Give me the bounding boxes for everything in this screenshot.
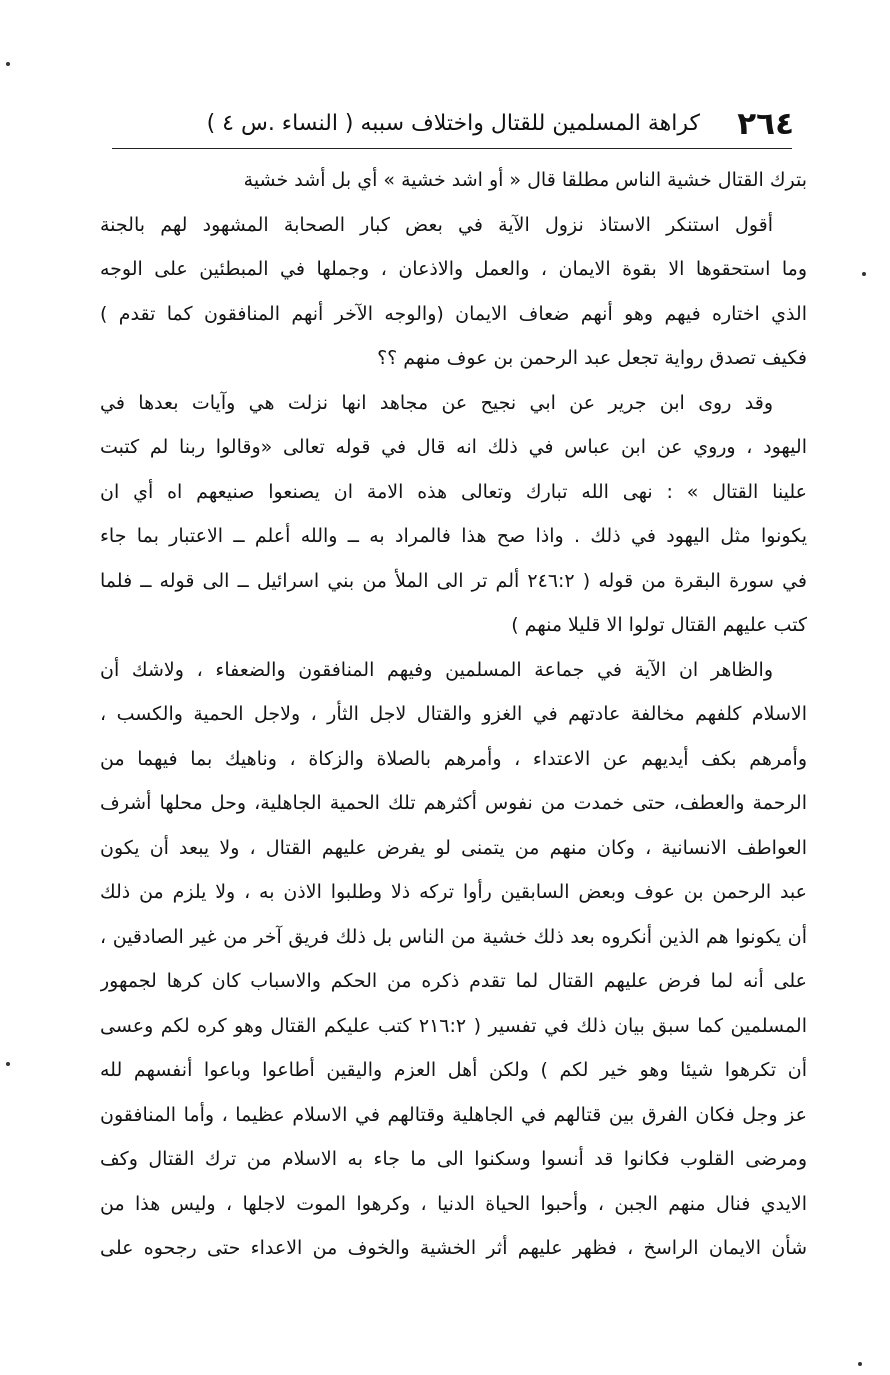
scan-speck <box>6 1062 10 1066</box>
text-line: الذي اختاره فيهم وهو أنهم ضعاف الايمان (والوجه الآخر أنهم المنافقون كما تقدم ) <box>100 302 807 325</box>
text-line: أن تكرهوا شيئا وهو خير لكم ) ولكن أهل العزم واليقين أطاعوا وباعوا أنفسهم لله <box>100 1059 807 1081</box>
text-line: وقد روى ابن جرير عن ابي نجيح عن مجاهد انها نزلت هي وآيات بعدها في <box>100 391 773 414</box>
text-line: والظاهر ان الآية في جماعة المسلمين وفيهم المنافقون والضعفاء ، ولاشك أن <box>100 658 773 681</box>
scan-speck <box>6 62 10 66</box>
text-line: الايدي فنال منهم الجبن ، وأحبوا الحياة الدنيا ، وكرهوا الموت لاجلها ، وليس هذا من <box>100 1192 807 1215</box>
text-line: العواطف الانسانية ، وكان منهم من يتمنى لو يفرض عليهم القتال ، ولا يبعد أن يكون <box>100 836 807 859</box>
header-rule <box>112 148 792 149</box>
text-line: الاسلام كلفهم مخالفة عادتهم في الغزو والقتال لاجل الثأر ، ولاجل الحمية والكسب ، <box>100 703 807 725</box>
text-line: بترك القتال خشية الناس مطلقا قال « أو اشد خشية » أي بل أشد خشية <box>243 169 807 191</box>
text-line: وما استحقوها الا بقوة الايمان ، والعمل والاذعان ، وجملها في المبطئين على الوجه <box>100 258 807 280</box>
text-line: وأمرهم بكف أيديهم عن الاعتداء ، وأمرهم بالصلاة والزكاة ، وناهيك بما فيهما من <box>100 747 807 770</box>
text-line: علينا القتال » : نهى الله تبارك وتعالى هذه الامة ان يصنعوا صنيعهم اه أي ان <box>100 480 807 503</box>
text-line: أقول استنكر الاستاذ نزول الآية في بعض كبار الصحابة المشهود لهم بالجنة <box>100 213 773 236</box>
text-line: على أنه لما فرض عليهم القتال لما تقدم ذكره من الحكم والاسباب كان كرها لجمهور <box>100 970 807 992</box>
text-line: شأن الايمان الراسخ ، فظهر عليهم أثر الخشية والخوف من الاعداء حتى رجحوه على <box>100 1237 807 1259</box>
running-title: كراهة المسلمين للقتال واختلاف سببه ( النساء .س ٤ ) <box>206 111 700 136</box>
text-line: الرحمة والعطف، حتى خمدت من نفوس أكثرهم تلك الحمية الجاهلية، وحل محلها أشرف <box>100 792 807 814</box>
scan-speck <box>858 1362 862 1366</box>
text-line: المسلمين كما سبق بيان ذلك في تفسير ( ٢١٦:٢ كتب عليكم القتال وهو كره لكم وعسى <box>100 1014 807 1037</box>
body-text <box>100 158 807 1271</box>
text-line: فكيف تصدق رواية تجعل عبد الرحمن بن عوف منهم ؟؟ <box>377 347 807 369</box>
text-line: في سورة البقرة من قوله ( ٢٤٦:٢ ألم تر الى الملأ من بني اسرائيل ــ الى قوله ــ فلما <box>100 569 807 592</box>
text-line: ومرضى القلوب فكانوا قد أنسوا وسكنوا الى ما جاء به الاسلام من ترك القتال وكف <box>100 1148 807 1170</box>
text-line: عبد الرحمن بن عوف وبعض السابقين رأوا تركه ذلا وطلبوا الاذن به ، ولا يلزم من ذلك <box>100 881 807 903</box>
text-line: عز وجل فكان الفرق بين قتالهم في الجاهلية وقتالهم في الاسلام عظيما ، وأما المنافقون <box>100 1103 807 1126</box>
text-line: كتب عليهم القتال تولوا الا قليلا منهم ) <box>511 614 807 636</box>
scan-speck <box>862 272 866 276</box>
text-line: أن يكونوا هم الذين أنكروه بعد ذلك خشية من الناس بل ذلك فريق آخر من غير الصادقين ، <box>100 925 807 948</box>
page-header <box>112 102 794 146</box>
text-line: اليهود ، وروي عن ابن عباس في ذلك انه قال في قوله تعالى «وقالوا ربنا لم كتبت <box>100 436 807 458</box>
text-line: يكونوا مثل اليهود في ذلك . واذا صح هذا فالمراد به ــ والله أعلم ــ الاعتبار بما جاء <box>100 525 807 547</box>
page-number: ٢٦٤ <box>737 106 794 142</box>
